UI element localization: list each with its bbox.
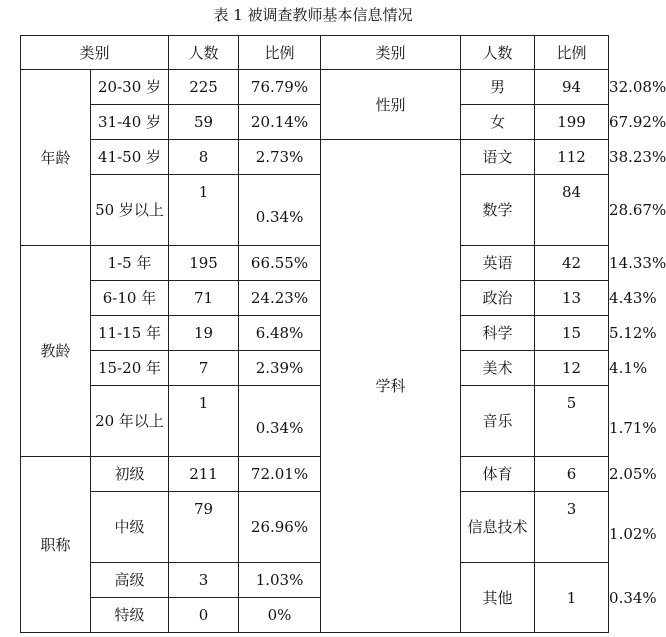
row-ratio: 2.73% xyxy=(239,140,321,175)
row-ratio: 66.55% xyxy=(239,246,321,281)
header-ratio-right: 比例 xyxy=(535,36,609,70)
table-row: 教龄 1-5 年 195 66.55% 英语 42 14.33% xyxy=(21,246,609,281)
row-label: 美术 xyxy=(461,351,535,386)
group-teaching-years: 教龄 xyxy=(21,246,91,457)
row-label: 高级 xyxy=(91,563,169,598)
row-label: 初级 xyxy=(91,457,169,492)
row-label: 50 岁以上 xyxy=(91,175,169,246)
row-count: 15 xyxy=(535,316,609,351)
table-row: 15-20 年 7 2.39% 美术 12 4.1% xyxy=(21,351,609,386)
header-category-right: 类别 xyxy=(321,36,461,70)
row-label: 1-5 年 xyxy=(91,246,169,281)
table-row: 年龄 20-30 岁 225 76.79% 性别 男 94 32.08% xyxy=(21,70,609,105)
row-ratio: 24.23% xyxy=(239,281,321,316)
row-label: 特级 xyxy=(91,598,169,633)
row-count: 211 xyxy=(169,457,239,492)
group-title: 职称 xyxy=(21,457,91,633)
row-count: 1 xyxy=(535,563,609,633)
row-label: 中级 xyxy=(91,492,169,563)
table-row: 41-50 岁 8 2.73% 学科 语文 112 38.23% xyxy=(21,140,609,175)
row-count: 3 xyxy=(535,492,609,563)
row-count: 7 xyxy=(169,351,239,386)
row-label: 6-10 年 xyxy=(91,281,169,316)
row-ratio: 20.14% xyxy=(239,105,321,140)
group-age: 年龄 xyxy=(21,70,91,246)
row-count: 112 xyxy=(535,140,609,175)
row-ratio: 6.48% xyxy=(239,316,321,351)
row-count: 42 xyxy=(535,246,609,281)
table-row: 11-15 年 19 6.48% 科学 15 5.12% xyxy=(21,316,609,351)
row-ratio: 72.01% xyxy=(239,457,321,492)
row-label: 科学 xyxy=(461,316,535,351)
row-count: 199 xyxy=(535,105,609,140)
row-count: 5 xyxy=(535,386,609,457)
row-ratio: 0.34% xyxy=(239,175,321,246)
row-label: 41-50 岁 xyxy=(91,140,169,175)
row-count: 13 xyxy=(535,281,609,316)
row-label: 男 xyxy=(461,70,535,105)
row-ratio: 0% xyxy=(239,598,321,633)
row-count: 94 xyxy=(535,70,609,105)
row-label: 英语 xyxy=(461,246,535,281)
row-count: 1 xyxy=(169,175,239,246)
row-ratio: 0.34% xyxy=(239,386,321,457)
row-label: 信息技术 xyxy=(461,492,535,563)
row-count: 12 xyxy=(535,351,609,386)
header-category-left: 类别 xyxy=(21,36,169,70)
row-label: 11-15 年 xyxy=(91,316,169,351)
row-label: 女 xyxy=(461,105,535,140)
row-ratio: 76.79% xyxy=(239,70,321,105)
row-count: 0 xyxy=(169,598,239,633)
group-subject: 学科 xyxy=(321,140,461,633)
row-count: 79 xyxy=(169,492,239,563)
header-count-left: 人数 xyxy=(169,36,239,70)
row-label: 20 年以上 xyxy=(91,386,169,457)
header-row xyxy=(21,36,609,70)
row-count: 3 xyxy=(169,563,239,598)
table-row: 6-10 年 71 24.23% 政治 13 4.43% xyxy=(21,281,609,316)
header-count-right: 人数 xyxy=(461,36,535,70)
row-count: 225 xyxy=(169,70,239,105)
table-row: 20 年以上 1 0.34% 音乐 5 1.71% xyxy=(21,386,609,457)
row-label: 15-20 年 xyxy=(91,351,169,386)
table-row: 50 岁以上 1 0.34% 数学 84 28.67% xyxy=(21,175,609,246)
row-count: 8 xyxy=(169,140,239,175)
row-label: 数学 xyxy=(461,175,535,246)
row-label: 政治 xyxy=(461,281,535,316)
row-ratio: 26.96% xyxy=(239,492,321,563)
row-label: 其他 xyxy=(461,563,535,633)
row-count: 59 xyxy=(169,105,239,140)
row-label: 语文 xyxy=(461,140,535,175)
teacher-info-table xyxy=(20,35,666,633)
header-ratio-left: 比例 xyxy=(239,36,321,70)
row-ratio: 1.03% xyxy=(239,563,321,598)
row-count: 1 xyxy=(169,386,239,457)
table-row: 高级 3 1.03% 其他 1 0.34% xyxy=(21,563,609,598)
row-label: 音乐 xyxy=(461,386,535,457)
row-count: 71 xyxy=(169,281,239,316)
table-caption: 表 1 被调查教师基本信息情况 xyxy=(213,6,413,24)
row-label: 31-40 岁 xyxy=(91,105,169,140)
row-count: 6 xyxy=(535,457,609,492)
row-count: 84 xyxy=(535,175,609,246)
row-label: 体育 xyxy=(461,457,535,492)
row-count: 195 xyxy=(169,246,239,281)
row-ratio: 2.39% xyxy=(239,351,321,386)
table-row: 31-40 岁 59 20.14% 女 199 67.92% xyxy=(21,105,609,140)
row-label: 20-30 岁 xyxy=(91,70,169,105)
table-row: 职称 初级 211 72.01% 体育 6 2.05% xyxy=(21,457,609,492)
row-count: 19 xyxy=(169,316,239,351)
table-row: 中级 79 26.96% 信息技术 3 1.02% xyxy=(21,492,609,563)
group-gender: 性别 xyxy=(321,70,461,140)
